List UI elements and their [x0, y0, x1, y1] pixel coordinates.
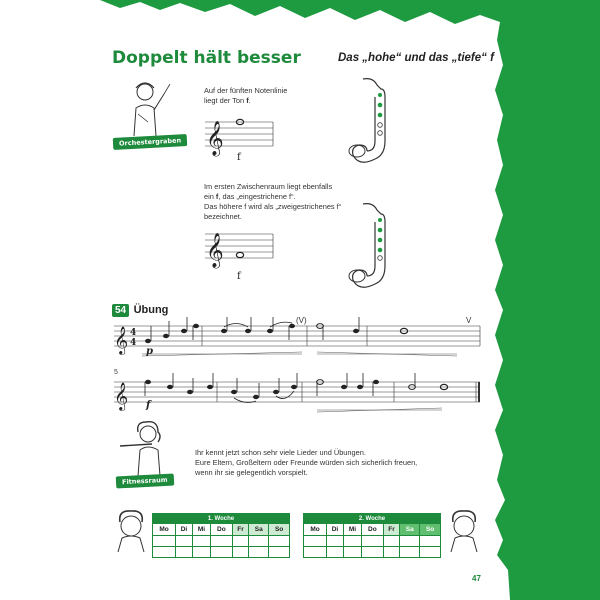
week1-cell[interactable] [176, 547, 193, 558]
week2-cell[interactable] [362, 547, 384, 558]
page-number: 47 [472, 574, 481, 583]
week1-day-so: So [269, 524, 290, 536]
note-label-low-f: f [237, 271, 241, 282]
week1-cell[interactable] [153, 536, 176, 547]
section2-line3: Das höhere f wird als „zweigestrichenes f“ [204, 202, 342, 211]
practice-kid-left-illustration [112, 508, 150, 554]
practice-table-week2 [303, 513, 441, 558]
week2-cell[interactable] [400, 547, 420, 558]
week1-header: 1. Woche [153, 514, 290, 524]
week2-cell[interactable] [343, 536, 361, 547]
week2-day-fr: Fr [383, 524, 400, 536]
svg-text:𝄞: 𝄞 [206, 233, 224, 268]
page-title: Doppelt hält besser [112, 48, 301, 68]
week2-day-di: Di [327, 524, 344, 536]
week2-cell[interactable] [304, 547, 327, 558]
fitnessraum-label: Fitnessraum [116, 474, 174, 489]
week1-cell[interactable] [269, 547, 290, 558]
section2-bold-note: f [215, 192, 219, 201]
section1-line1: Auf der fünften Notenlinie [204, 86, 288, 95]
practice-table-week1 [152, 513, 290, 558]
exercise-title: Übung [133, 304, 169, 316]
week1-cell[interactable] [249, 547, 269, 558]
week1-cell[interactable] [232, 536, 249, 547]
week2-cell[interactable] [327, 547, 344, 558]
week2-day-so: So [420, 524, 441, 536]
staff-low-f [203, 228, 275, 276]
week2-cell[interactable] [304, 536, 327, 547]
measure-number: 5 [114, 369, 118, 376]
page-subtitle: Das „hohe“ und das „tiefe“ f [338, 52, 494, 64]
week1-cell[interactable] [211, 536, 233, 547]
week2-day-do: Do [362, 524, 384, 536]
dynamic-piano: p [146, 346, 153, 357]
dynamic-forte: f [146, 400, 151, 411]
fitness-text [195, 448, 417, 478]
week1-cell[interactable] [176, 536, 193, 547]
saxophone-illustration-low-f [345, 200, 400, 300]
note-label-high-f: f [237, 152, 241, 163]
week1-day-do: Do [211, 524, 233, 536]
svg-text:4: 4 [130, 338, 137, 348]
week1-day-mo: Mo [153, 524, 176, 536]
week1-cell[interactable] [192, 536, 210, 547]
section1-line2 [204, 96, 287, 106]
exercise-staff-line-2 [112, 372, 482, 416]
svg-text:𝄞: 𝄞 [114, 326, 129, 354]
week1-cell[interactable] [269, 536, 290, 547]
week2-cell[interactable] [420, 536, 441, 547]
week2-day-mo: Mo [304, 524, 327, 536]
week1-cell[interactable] [249, 536, 269, 547]
practice-kid-right-illustration [445, 508, 483, 554]
saxophone-illustration-high-f [345, 75, 400, 175]
week1-day-mi: Mi [192, 524, 210, 536]
week1-cell[interactable] [153, 547, 176, 558]
fitness-line-1: Ihr kennt jetzt schon sehr viele Lieder und Übungen. [195, 448, 366, 457]
week2-cell[interactable] [400, 536, 420, 547]
week1-cell[interactable] [211, 547, 233, 558]
section2-text [204, 182, 341, 222]
week1-day-sa: Sa [249, 524, 269, 536]
section1-line2-text: liegt der Ton [204, 96, 247, 105]
svg-text:𝄞: 𝄞 [114, 382, 129, 410]
week2-day-mi: Mi [343, 524, 361, 536]
section1-text [204, 86, 287, 106]
section2-line2-pre: ein [204, 192, 216, 201]
week2-cell[interactable] [383, 547, 400, 558]
exercise-number: 54 [112, 304, 129, 317]
section2-line2-post: , das „eingestrichene f“. [218, 192, 296, 201]
week1-cell[interactable] [192, 547, 210, 558]
fitness-line-2: Eure Eltern, Großeltern oder Freunde würden sich sicherlich freuen, [195, 458, 418, 467]
flute-player-illustration [118, 420, 173, 478]
breath-mark-end: V [466, 316, 472, 325]
fitness-line-3: wenn ihr sie gelegentlich vorspielt. [195, 468, 308, 477]
week1-day-di: Di [176, 524, 193, 536]
week1-day-fr: Fr [232, 524, 249, 536]
svg-text:4: 4 [130, 328, 137, 338]
conductor-illustration [118, 78, 173, 138]
section1-bold-note: f [246, 96, 249, 105]
week2-header: 2. Woche [304, 514, 441, 524]
week2-cell[interactable] [383, 536, 400, 547]
orchestergraben-label: Orchestergraben [113, 134, 188, 150]
section2-line1: Im ersten Zwischenraum liegt ebenfalls [204, 182, 333, 191]
week2-cell[interactable] [420, 547, 441, 558]
week1-cell[interactable] [232, 547, 249, 558]
section1-period: . [248, 96, 251, 105]
section2-line2 [204, 192, 341, 202]
week2-cell[interactable] [343, 547, 361, 558]
week2-cell[interactable] [327, 536, 344, 547]
svg-text:𝄞: 𝄞 [206, 121, 224, 156]
section2-line4: bezeichnet. [204, 212, 242, 221]
week2-day-sa: Sa [400, 524, 420, 536]
week2-cell[interactable] [362, 536, 384, 547]
breath-mark-1: (V) [296, 316, 307, 325]
